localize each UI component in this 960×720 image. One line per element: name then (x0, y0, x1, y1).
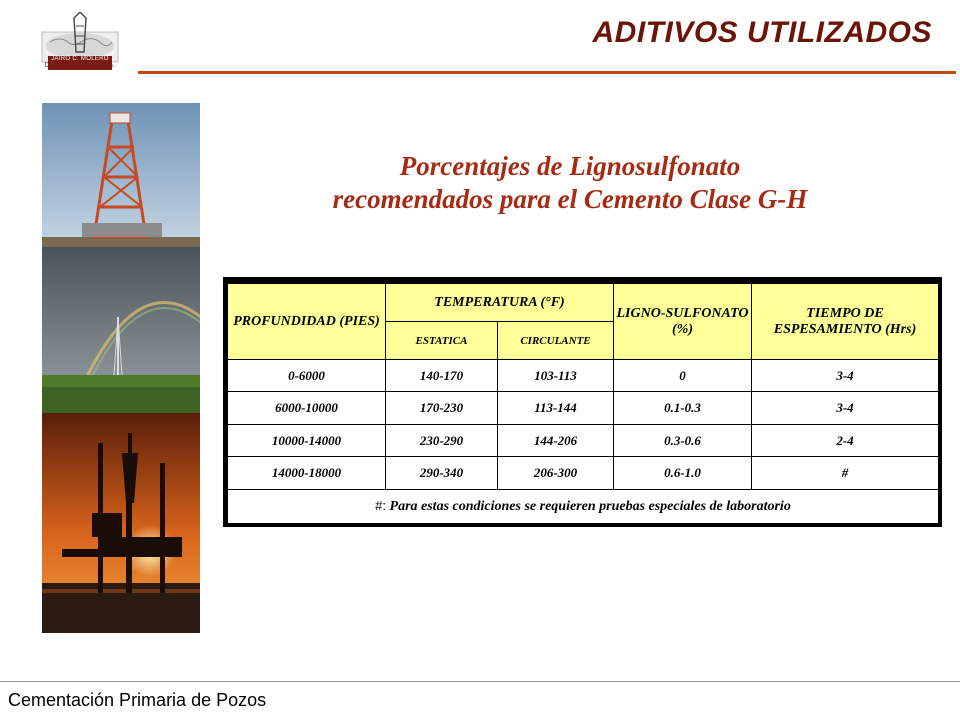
cell-depth: 10000-14000 (228, 424, 386, 456)
note-mark: #: (375, 497, 387, 513)
cell-static: 170-230 (386, 392, 498, 424)
logo-caption (40, 56, 120, 70)
cell-depth: 6000-10000 (228, 392, 386, 424)
table-row (228, 457, 939, 489)
cell-circulating: 206-300 (498, 457, 614, 489)
logo-caption-line1: JAIRO C. MOLERO (51, 56, 109, 62)
logo-caption-line2: Drilling Consulting, C.A. (44, 63, 116, 69)
table-shadow-frame (223, 277, 942, 527)
rainbow-rig-photo (42, 247, 200, 413)
cell-time: 3-4 (752, 392, 939, 424)
cell-time: 2-4 (752, 424, 939, 456)
photo-strip (42, 103, 200, 633)
header-static: ESTATICA (386, 322, 498, 360)
table-note-row (228, 489, 939, 523)
footer-divider (0, 681, 960, 682)
table-row (228, 392, 939, 424)
subtitle-line1: Porcentajes de Lignosulfonato (399, 151, 741, 181)
cell-ligno: 0.1-0.3 (614, 392, 752, 424)
lignosulfonate-table (227, 283, 939, 524)
drilling-rig-photo (42, 103, 200, 247)
slide-title: ADITIVOS UTILIZADOS (592, 16, 932, 49)
header-depth: PROFUNDIDAD (PIES) (228, 284, 386, 360)
table-row (228, 424, 939, 456)
cell-static: 290-340 (386, 457, 498, 489)
table-row (228, 360, 939, 392)
cell-static: 140-170 (386, 360, 498, 392)
title-divider (138, 71, 956, 74)
header-temperature: TEMPERATURA (°F) (386, 284, 614, 322)
cell-circulating: 144-206 (498, 424, 614, 456)
offshore-platform-photo (42, 413, 200, 633)
cell-ligno: 0.3-0.6 (614, 424, 752, 456)
cell-circulating: 113-144 (498, 392, 614, 424)
note-text: Para estas condiciones se requieren pruebas especiales de laboratorio (389, 498, 791, 514)
cell-static: 230-290 (386, 424, 498, 456)
cell-depth: 14000-18000 (228, 457, 386, 489)
cell-circulating: 103-113 (498, 360, 614, 392)
cell-time: # (752, 457, 939, 489)
header-lignosulfonate: LIGNO-SULFONATO (%) (614, 284, 752, 360)
subtitle-line2: recomendados para el Cemento Clase G-H (332, 184, 808, 214)
cell-depth: 0-6000 (228, 360, 386, 392)
header-circulating: CIRCULANTE (498, 322, 614, 360)
cell-ligno: 0 (614, 360, 752, 392)
table-subtitle (230, 150, 910, 216)
table-note (228, 489, 939, 523)
header-thickening-time: TIEMPO DE ESPESAMIENTO (Hrs) (752, 284, 939, 360)
cell-time: 3-4 (752, 360, 939, 392)
footer-caption: Cementación Primaria de Pozos (8, 690, 267, 710)
cell-ligno: 0.6-1.0 (614, 457, 752, 489)
